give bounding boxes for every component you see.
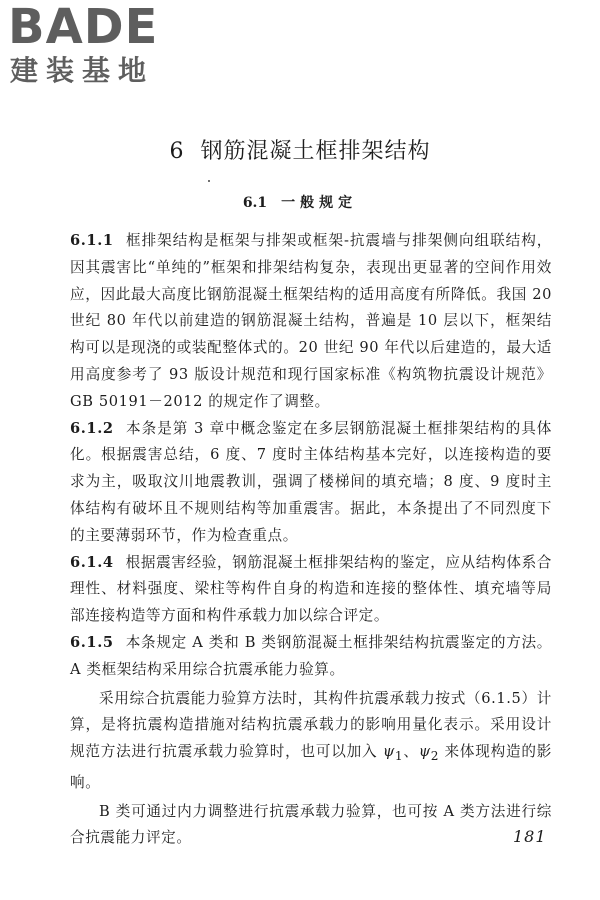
clause-number: 6.1.5 (70, 633, 114, 651)
section-number: 6.1 (242, 195, 268, 211)
clause-number: 6.1.2 (70, 419, 114, 437)
chapter-number: 6 (169, 139, 185, 164)
section-name: 一般规定 (281, 195, 358, 211)
bade-logo (8, 2, 178, 92)
clause-6-1-4 (70, 550, 552, 630)
paragraph-text: B 类可通过内力调整进行抗震承载力验算，也可按 A 类方法进行综合抗震能力评定。 (70, 802, 552, 847)
clause-text: 本条是第 3 章中概念鉴定在多层钢筋混凝土框排架结构的具体化。根据震害总结，6 度、7 度时主体结构基本完好，以连接构造的要求为主，吸取汶川地震教训，强调了楼梯间的填充墙；8 度、9 度时主体结构有破坏且不规则结构等加重震害。据此，本条提出了不同烈度下的主要薄弱环节，作为检查重点。 (70, 419, 552, 544)
clause-text: 框排架结构是框架与排架或框架-抗震墙与排架侧向组联结构，因其震害比“单纯的”框架和排架结构复杂，表现出更显著的空间作用效应，因此最大高度比钢筋混凝土框架结构的适用高度有所降低。我国 20 世纪 80 年代以前建造的钢筋混凝土结构，普遍是 10 层以下，框架结构可以是现浇的或装配整体式的。20 世纪 90 年代以后建造的，最大适用高度参考了 93 版设计规范和现行国家标准《构筑物抗震设计规范》GB 50191－2012 的规定作了调整。 (70, 232, 552, 410)
logo-roof-icon (42, 8, 92, 50)
clause-text: 本条规定 A 类和 B 类钢筋混凝土框排架结构抗震鉴定的方法。A 类框架结构采用综合抗震承能力验算。 (70, 633, 552, 678)
clause-6-1-5 (70, 630, 552, 684)
separator: 、 (403, 743, 419, 761)
stray-dot (208, 180, 210, 182)
clause-6-1-2 (70, 416, 552, 550)
chapter-title (0, 137, 600, 167)
body-paragraph (70, 686, 552, 797)
clause-text: 根据震害经验，钢筋混凝土框排架结构的鉴定，应从结构体系合理性、材料强度、梁柱等构件自身的构造和连接的整体性、填充墙等局部连接构造等方面和构件承载力加以综合评定。 (70, 553, 552, 625)
body-content (70, 228, 552, 852)
logo-wordmark: BADE (8, 0, 159, 55)
page-number: 181 (513, 827, 547, 846)
paragraph-text: 采用综合抗震能力验算方法时，其构件抗震承载力按式（6.1.5）计算，是将抗震构造措施对结构抗震承载力的影响用量化表示。采用设计规范方法进行抗震承载力验算时，也可以加入 (70, 689, 552, 761)
paragraph-text: 来体现构造的影响。 (70, 743, 552, 791)
clause-6-1-1 (70, 228, 552, 416)
chapter-name: 钢筋混凝土框排架结构 (200, 139, 431, 164)
clause-number: 6.1.4 (70, 553, 114, 571)
section-title (0, 193, 600, 213)
psi-symbol: ψ (382, 743, 395, 761)
psi-subscript: 1 (394, 749, 404, 764)
logo-subtitle: 建装基地 (10, 54, 155, 87)
clause-number: 6.1.1 (70, 232, 114, 249)
psi-subscript: 2 (430, 749, 440, 764)
psi-symbol: ψ (418, 743, 431, 761)
body-paragraph (70, 799, 552, 853)
